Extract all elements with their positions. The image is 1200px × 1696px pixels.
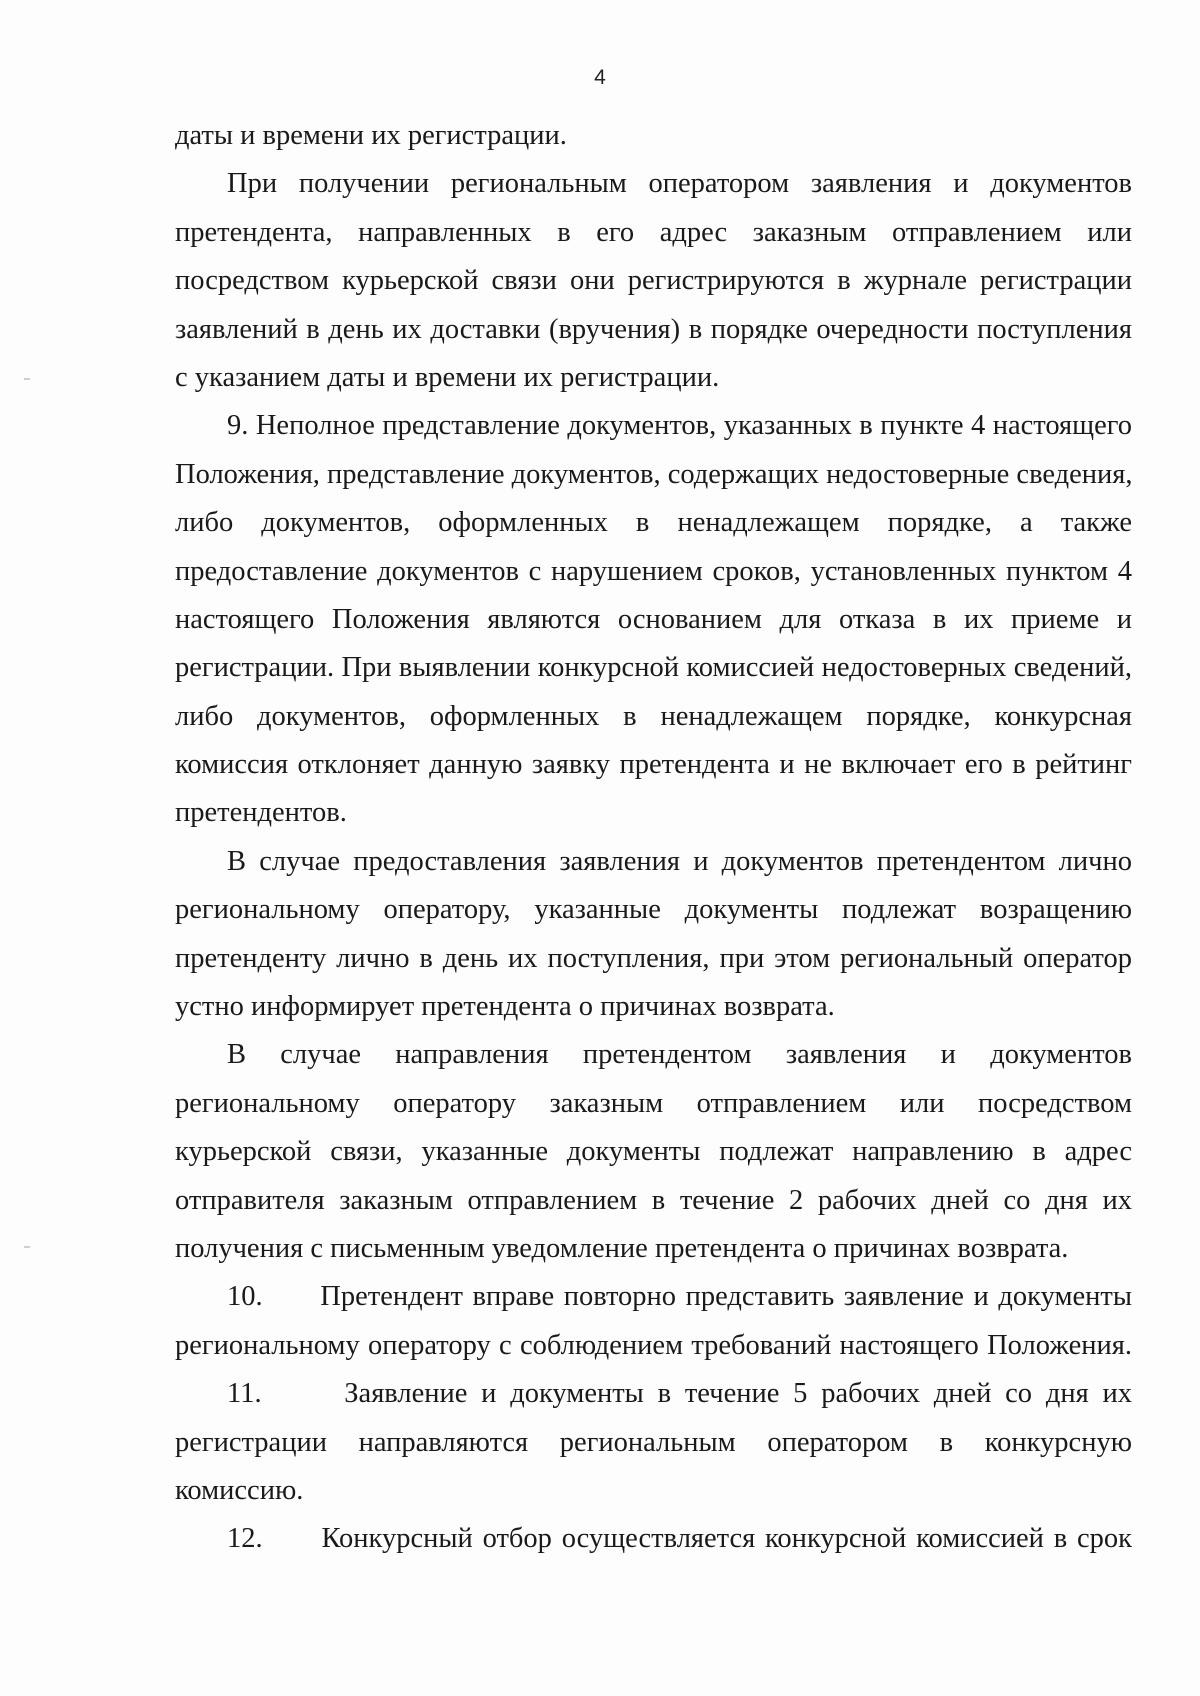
text-line: региональному оператору, указанные документы подлежат возращению [175, 894, 1132, 926]
text-line: посредством курьерской связи они регистрируются в журнале регистрации [175, 265, 1132, 297]
text-line: 11. Заявление и документы в течение 5 рабочих дней со дня их [227, 1378, 1132, 1410]
text-line: претендентов. [175, 797, 347, 829]
scan-margin-mark [24, 378, 30, 380]
text-line: с указанием даты и времени их регистрации. [175, 361, 720, 393]
text-line: заявлений в день их доставки (вручения) в порядке очередности поступления [175, 313, 1132, 345]
text-line: курьерской связи, указанные документы подлежат направлению в адрес [175, 1136, 1132, 1168]
text-line: либо документов, оформленных в ненадлежащем порядке, конкурсная [175, 700, 1132, 732]
text-line: 10. Претендент вправе повторно представить заявление и документы [227, 1281, 1132, 1313]
text-line: регистрации. При выявлении конкурсной комиссией недостоверных сведений, [175, 652, 1132, 684]
page-number: 4 [594, 66, 606, 89]
text-line: В случае направления претендентом заявления и документов [227, 1039, 1132, 1071]
text-line: претендента, направленных в его адрес заказным отправлением или [175, 216, 1132, 248]
text-line: претенденту лично в день их поступления, при этом региональный оператор [175, 942, 1132, 974]
text-line: получения с письменным уведомление претендента о причинах возврата. [175, 1232, 1069, 1264]
text-line: комиссия отклоняет данную заявку претендента и не включает его в рейтинг [175, 749, 1132, 781]
text-line: либо документов, оформленных в ненадлежащем порядке, а также [175, 507, 1132, 539]
text-line: 12. Конкурсный отбор осуществляется конкурсной комиссией в срок [227, 1523, 1132, 1555]
text-line: При получении региональным оператором заявления и документов [227, 168, 1132, 200]
text-line: даты и времени их регистрации. [175, 120, 567, 151]
text-line: В случае предоставления заявления и документов претендентом лично [227, 845, 1132, 877]
text-line: отправителя заказным отправлением в течение 2 рабочих дней со дня их [175, 1184, 1132, 1216]
scan-margin-mark [24, 1246, 30, 1248]
text-line: регистрации направляются региональным оператором в конкурсную [175, 1426, 1132, 1458]
document-body [175, 112, 1132, 1564]
text-line: комиссию. [175, 1474, 304, 1506]
text-line: Положения, представление документов, содержащих недостоверные сведения, [175, 458, 1133, 490]
text-line: настоящего Положения являются основанием для отказа в их приеме и [175, 603, 1132, 635]
text-line: устно информирует претендента о причинах возврата. [175, 991, 835, 1023]
text-line: 9. Неполное представление документов, указанных в пункте 4 настоящего [227, 410, 1132, 442]
text-line: региональному оператору заказным отправлением или посредством [175, 1087, 1132, 1119]
text-line: предоставление документов с нарушением сроков, установленных пунктом 4 [175, 555, 1132, 587]
text-line: региональному оператору с соблюдением требований настоящего Положения. [175, 1329, 1132, 1361]
